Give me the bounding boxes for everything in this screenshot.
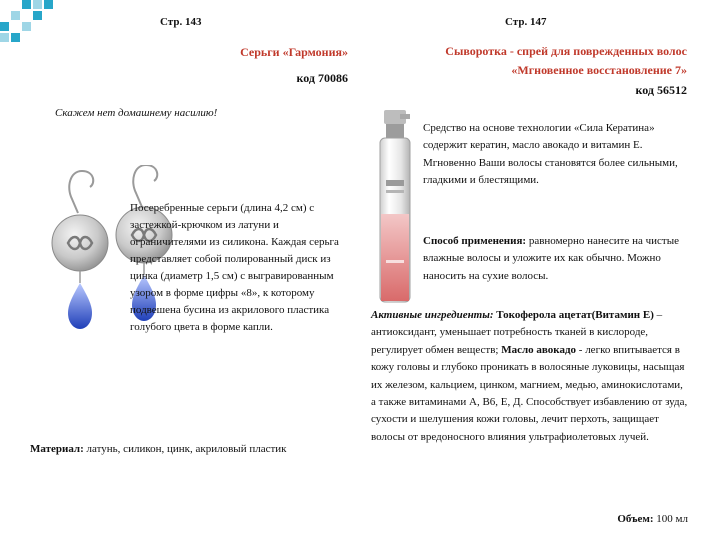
material-line <box>30 441 360 458</box>
corner-decoration <box>0 0 64 50</box>
product-code-serum: код 56512 <box>635 83 687 97</box>
spray-bottle-image <box>372 110 420 306</box>
serum-ingredients <box>371 307 689 446</box>
ingredient-avocado: Масло авокадо <box>501 343 577 356</box>
usage-label: Способ применения: <box>423 235 527 247</box>
serum-intro: Средство на основе технологии «Сила Кератина» содержит кератин, масло авокадо и витамин Е. Мгновенно Ваши волосы становятся более сильными, гладкими и блестящими. <box>423 122 678 187</box>
slogan: Скажем нет домашнему насилию! <box>55 107 218 119</box>
page-header-right: Стр. 147 <box>505 16 547 28</box>
material-label: Материал: <box>30 443 84 455</box>
ingredient-vitamin-e-text: – антиоксидант, уменьшает потребность тканей в кислороде, регулирует обмен веществ; <box>371 309 663 356</box>
volume-label: Объем: <box>617 513 654 525</box>
product-title-earrings: Серьги «Гармония» <box>240 45 348 59</box>
ingredient-vitamin-e: Токоферола ацетат(Витамин Е) <box>493 309 654 321</box>
earrings-description: Посеребренные серьги (длина 4,2 см) с застежкой-крючком из латуни и ограничителями из силикона. Каждая серьга представляет собой полированный диск из цинка (диаметр 1,5 см) с выгравированным узором в форме цифры «8», к которому подвешена бусина из акрилового пластика голубого цвета в форме капли. <box>130 202 339 333</box>
usage-value: равномерно нанесите на чистые влажные волосы и уложите их как обычно. Можно наносить на сухие волосы. <box>423 235 679 282</box>
volume-value: 100 мл <box>653 513 688 525</box>
ingredient-avocado-text: - легко впитывается в кожу головы и глубоко проникать в волосяные луковицы, насыщая их железом, кальцием, цинком, магнием, медью, аминокислотами, а также витаминами А, В6, Е, Д. Способствует избавлению от зуда, сухости и шелушения кожи головы, лечит перхоть, защищает волосы от вредоносного влияния ультрафиолетовых лучей. <box>371 343 688 443</box>
serum-volume <box>540 511 688 528</box>
material-value: латунь, силикон, цинк, акриловый пластик <box>83 443 287 455</box>
ingredients-label: Активные ингредиенты: <box>371 309 494 321</box>
product-code-earrings: код 70086 <box>296 71 348 85</box>
serum-usage <box>423 233 688 285</box>
product-title-serum: Сыворотка - спрей для поврежденных волос «Мгновенное восстановление 7» <box>445 44 687 77</box>
page-header-left: Стр. 143 <box>160 16 202 28</box>
